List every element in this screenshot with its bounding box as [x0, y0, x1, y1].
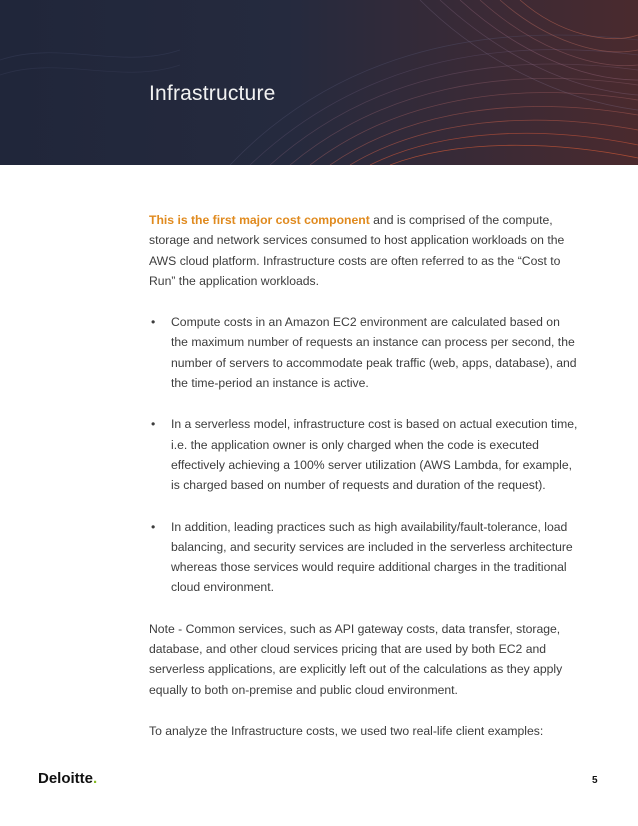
bullet-list — [149, 312, 579, 598]
bullet-text: In addition, leading practices such as high availability/fault-tolerance, load balancing, and security services are included in the serverless architecture whereas those services would require additional charges in the traditional cloud environment. — [171, 519, 573, 595]
banner-wave-lines — [0, 0, 638, 165]
bullet-text: In a serverless model, infrastructure cost is based on actual execution time, i.e. the application owner is only charged when the code is executed effectively achieving a 100% server utilization (AWS Lambda, for example, is charged based on number of requests and duration of the request). — [171, 417, 578, 493]
bullet-marker: • — [151, 417, 156, 432]
intro-highlight: This is the first major cost component — [149, 213, 370, 227]
logo-dot: . — [93, 770, 98, 787]
closing-paragraph: To analyze the Infrastructure costs, we used two real-life client examples: — [149, 723, 544, 738]
intro-text: and is comprised of the compute, storage and network services consumed to host application workloads on the AWS cloud platform. Infrastructure costs are often referred to as the “Cost to Run” the application workloads. — [149, 213, 565, 288]
intro-paragraph — [149, 210, 579, 291]
header-banner — [0, 0, 638, 165]
logo-text: Deloitte — [38, 770, 94, 787]
bullet-marker: • — [151, 519, 156, 534]
bullet-marker: • — [151, 315, 156, 330]
bullet-item — [149, 312, 579, 393]
bullet-item — [149, 517, 579, 598]
body-content — [149, 210, 579, 762]
page-number: 5 — [592, 775, 598, 786]
note-paragraph: Note - Common services, such as API gateway costs, data transfer, storage, database, and other cloud services pricing that are used by both EC2 and serverless applications, are explicitly left out of the calculations as they apply equally to both on-premise and public cloud environment. — [149, 621, 563, 697]
bullet-text: Compute costs in an Amazon EC2 environment are calculated based on the maximum number of requests an instance can process per second, the number of servers to accommodate peak traffic (web, apps, database), and the time-period an instance is active. — [171, 315, 577, 391]
bullet-item — [149, 414, 579, 495]
deloitte-logo — [38, 770, 97, 787]
page-title: Infrastructure — [149, 82, 276, 105]
